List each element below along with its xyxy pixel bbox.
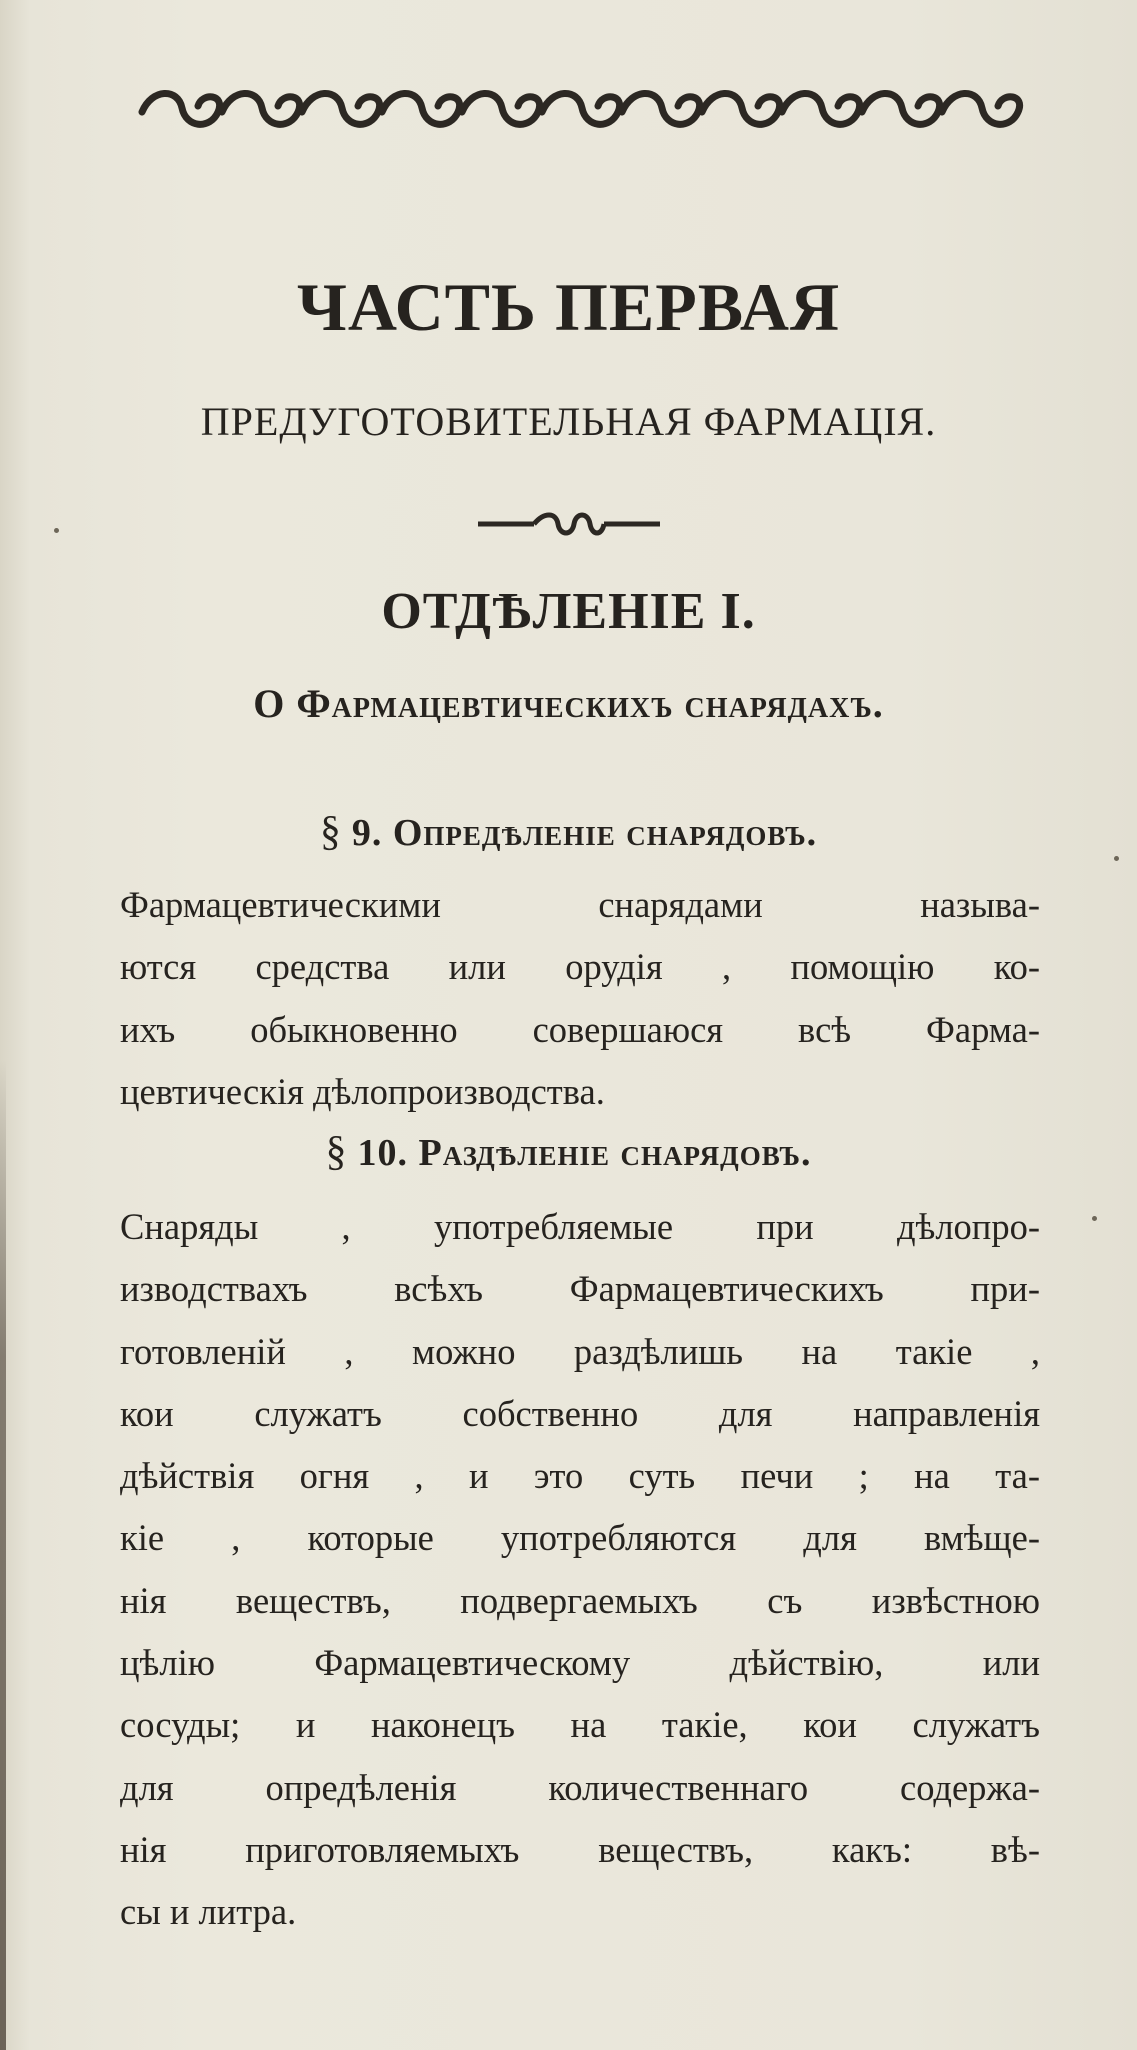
scroll-ornament-icon <box>222 93 300 124</box>
section-symbol: § <box>319 809 342 855</box>
scroll-ornament-icon <box>942 93 1020 124</box>
text-line: для опредѣленія количественнаго содержа- <box>120 1766 1040 1808</box>
paper-speck <box>54 528 59 533</box>
paragraph-heading-text: 10. Раздѣленіе снарядовъ. <box>357 1132 812 1174</box>
divider-ornament <box>474 510 664 538</box>
text-line: ихъ обыкновенно совершаюся всѣ Фарма- <box>120 1008 1040 1050</box>
text-line: кіе , которые употребляются для вмѣще- <box>120 1517 1040 1559</box>
paragraph-heading <box>0 808 1137 856</box>
part-subtitle: ПРЕДУГОТОВИТЕЛЬНАЯ ФАРМАЦІЯ. <box>200 399 937 444</box>
scroll-ornament-icon <box>302 93 380 124</box>
text-line: Фармацевтическими снарядами называ- <box>120 884 1040 925</box>
text-line: цѣлію Фармацевтическому дѣйствію, или <box>120 1642 1040 1684</box>
scroll-ornament-icon <box>782 93 860 124</box>
part-title: ЧАСТЬ ПЕРВАЯ <box>296 269 841 345</box>
scroll-ornament-icon <box>142 93 220 124</box>
paragraph-body <box>120 874 1040 1123</box>
text-line: кои служатъ собственно для направленія <box>120 1392 1040 1434</box>
text-line: нія приготовляемыхъ веществъ, какъ: вѣ- <box>120 1828 1040 1870</box>
text-line: нія веществъ, подвергаемыхъ съ извѣстною <box>120 1579 1040 1621</box>
text-line: изводствахъ всѣхъ Фармацевтическихъ при- <box>120 1268 1040 1310</box>
text-line: цевтическія дѣлопроизводства. <box>120 1070 605 1112</box>
section-subtitle: О Фармацевтическихъ снарядахъ. <box>253 681 884 726</box>
paragraph-body <box>120 1196 1040 1944</box>
section-symbol: § <box>325 1129 348 1175</box>
text-line: дѣйствія огня , и это суть печи ; на та- <box>120 1455 1040 1497</box>
scroll-ornament-icon <box>622 93 700 124</box>
paper-speck <box>1092 1216 1097 1221</box>
text-line: готовленій , можно раздѣлишь на такіе , <box>120 1330 1040 1372</box>
scroll-ornament-icon <box>462 93 540 124</box>
text-line: сы и литра. <box>120 1891 297 1933</box>
text-line: сосуды; и наконецъ на такіе, кои служатъ <box>120 1704 1040 1746</box>
paragraph-heading-text: 9. Опредѣленіе снарядовъ. <box>351 812 818 854</box>
page-edge-shadow <box>0 1060 6 2050</box>
section-title: ОТДѢЛЕНІЕ I. <box>381 583 756 640</box>
paper-speck <box>1114 856 1119 861</box>
scroll-ornament-icon <box>542 93 620 124</box>
paragraph-heading <box>0 1128 1137 1176</box>
scroll-ornament-icon <box>702 93 780 124</box>
scroll-ornament-icon <box>862 93 940 124</box>
text-line: Снаряды , употребляемые при дѣлопро- <box>120 1206 1040 1247</box>
header-ornament <box>138 82 1028 142</box>
scroll-ornament-icon <box>382 93 460 124</box>
text-line: ются средства или орудія , помощію ко- <box>120 946 1040 988</box>
